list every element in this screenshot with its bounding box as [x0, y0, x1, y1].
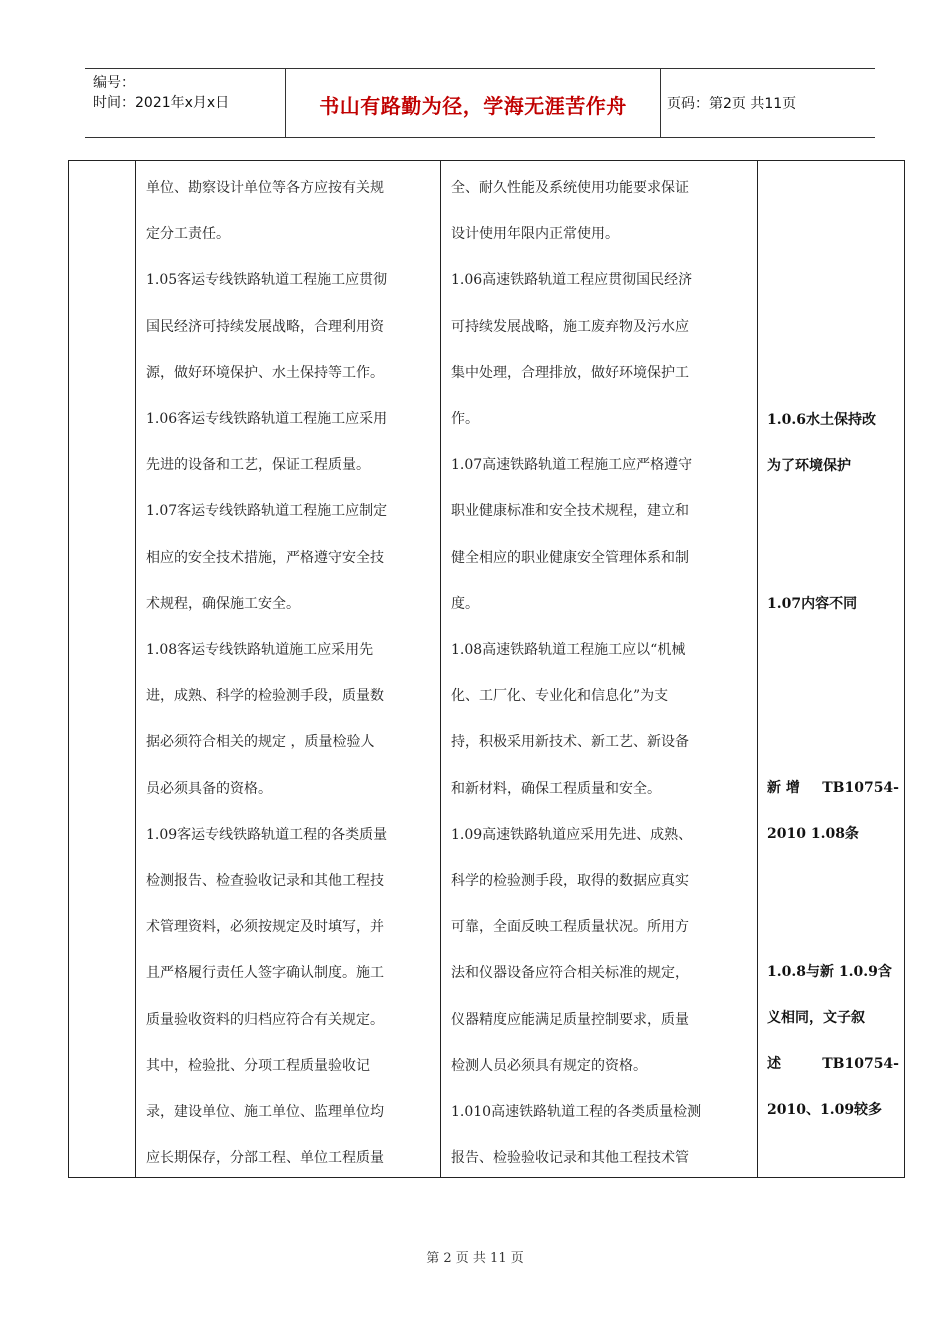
text-line: 1.09客运专线铁路轨道工程的各类质量 [146, 826, 388, 843]
text-line: 法和仪器设备应符合相关标准的规定， [451, 965, 689, 982]
text-line: 作。 [451, 411, 479, 428]
text-line: 其中，检验批、分项工程质量验收记 [146, 1057, 370, 1074]
remark-same-meaning [767, 949, 899, 1133]
remark-line: 义相同，文子叙 [767, 1010, 865, 1026]
text-line: 仪器精度应能满足质量控制要求，质量 [451, 1011, 689, 1028]
text-line: 1.07客运专线铁路轨道工程施工应制定 [146, 503, 388, 520]
text-line: 健全相应的职业健康安全管理体系和制 [451, 549, 689, 566]
date-label: 时间：2021年x月x日 [93, 95, 230, 111]
text-line: 1.09高速铁路轨道应采用先进、成熟、 [451, 826, 693, 843]
text-line: 化、工厂化、专业化和信息化”为支 [451, 688, 669, 705]
text-line: 设计使用年限内正常使用。 [451, 226, 619, 243]
column-divider [135, 161, 136, 1177]
text-line: 据必须符合相关的规定 ，质量检验人 [146, 734, 375, 751]
remark-line: 2010 1.08条 [767, 826, 859, 842]
text-line: 报告、检验验收记录和其他工程技术管 [451, 1150, 689, 1167]
text-line: 员必须具备的资格。 [146, 780, 272, 797]
header-meta [93, 73, 229, 113]
text-line: 职业健康标准和安全技术规程，建立和 [451, 503, 689, 520]
text-line: 1.06客运专线铁路轨道工程施工应采用 [146, 411, 388, 428]
header-divider [285, 69, 286, 137]
text-line: 国民经济可持续发展战略，合理利用资 [146, 318, 384, 335]
new-standard-column [451, 165, 749, 1181]
header-divider [660, 69, 661, 137]
text-line: 且严格履行责任人签字确认制度。施工 [146, 965, 384, 982]
page-number-label: 页码：第2页 共11页 [667, 96, 797, 112]
text-line: 可持续发展战略，施工废弃物及污水应 [451, 318, 689, 335]
text-line: 可靠，全面反映工程质量状况。所用方 [451, 919, 689, 936]
remark-line: 1.07内容不同 [767, 596, 858, 612]
text-line: 检测报告、检查验收记录和其他工程技 [146, 873, 384, 890]
text-line: 应长期保存，分部工程、单位工程质量 [146, 1150, 384, 1167]
remark-fragment: 述 [767, 1056, 781, 1072]
text-line: 源，做好环境保护、水土保持等工作。 [146, 364, 384, 381]
text-line: 检测人员必须具有规定的资格。 [451, 1057, 647, 1074]
remark-fragment: 新 增 [767, 780, 800, 796]
text-line: 相应的安全技术措施，严格遵守安全技 [146, 549, 384, 566]
remark-line [767, 1041, 899, 1087]
text-line: 科学的检验测手段，取得的数据应真实 [451, 873, 689, 890]
serial-number-label: 编号： [93, 75, 135, 91]
text-line: 先进的设备和工艺，保证工程质量。 [146, 457, 370, 474]
remark-line [767, 765, 899, 811]
text-line: 单位、勘察设计单位等各方应按有关规 [146, 180, 384, 196]
text-line: 1.08客运专线铁路轨道施工应采用先 [146, 642, 374, 659]
text-line: 集中处理，合理排放，做好环境保护工 [451, 364, 689, 381]
text-line: 质量验收资料的归档应符合有关规定。 [146, 1011, 384, 1028]
text-line: 1.07高速铁路轨道工程施工应严格遵守 [451, 457, 693, 474]
text-line: 全、耐久性能及系统使用功能要求保证 [451, 180, 689, 196]
text-line: 度。 [451, 595, 479, 612]
remark-line: 1.0.6水土保持改 [767, 412, 876, 428]
text-line: 进，成熟、科学的检验测手段，质量数 [146, 688, 384, 705]
remark-content-differs [767, 581, 899, 627]
page-footer: 第 2 页 共 11 页 [426, 1251, 524, 1266]
text-line: 术管理资料，必须按规定及时填写，并 [146, 919, 384, 936]
remark-fragment: TB10754- [822, 1056, 899, 1072]
remark-new-clause [767, 765, 899, 857]
text-line: 和新材料，确保工程质量和安全。 [451, 780, 661, 797]
comparison-table [68, 160, 905, 1178]
column-divider [757, 161, 758, 1177]
remark-line: 2010、1.09较多 [767, 1102, 883, 1118]
text-line: 术规程，确保施工安全。 [146, 595, 300, 612]
text-line: 1.05客运专线铁路轨道工程施工应贯彻 [146, 272, 388, 289]
text-line: 1.06高速铁路轨道工程应贯彻国民经济 [451, 272, 693, 289]
text-line: 1.010高速铁路轨道工程的各类质量检测 [451, 1104, 702, 1121]
header-motto: 书山有路勤为径，学海无涯苦作舟 [319, 94, 627, 118]
text-line: 持，积极采用新技术、新工艺、新设备 [451, 734, 689, 751]
remark-fragment: TB10754- [822, 780, 899, 796]
remark-line: 为了环境保护 [767, 458, 851, 474]
page-header [85, 68, 875, 138]
column-divider [440, 161, 441, 1177]
text-line: 1.08高速铁路轨道工程施工应以“机械 [451, 642, 686, 659]
remark-water-soil [767, 397, 899, 489]
remark-line: 1.0.8与新 1.0.9含 [767, 964, 892, 980]
text-line: 录，建设单位、施工单位、监理单位均 [146, 1104, 384, 1121]
text-line: 定分工责任。 [146, 226, 230, 243]
old-standard-column [146, 165, 432, 1181]
